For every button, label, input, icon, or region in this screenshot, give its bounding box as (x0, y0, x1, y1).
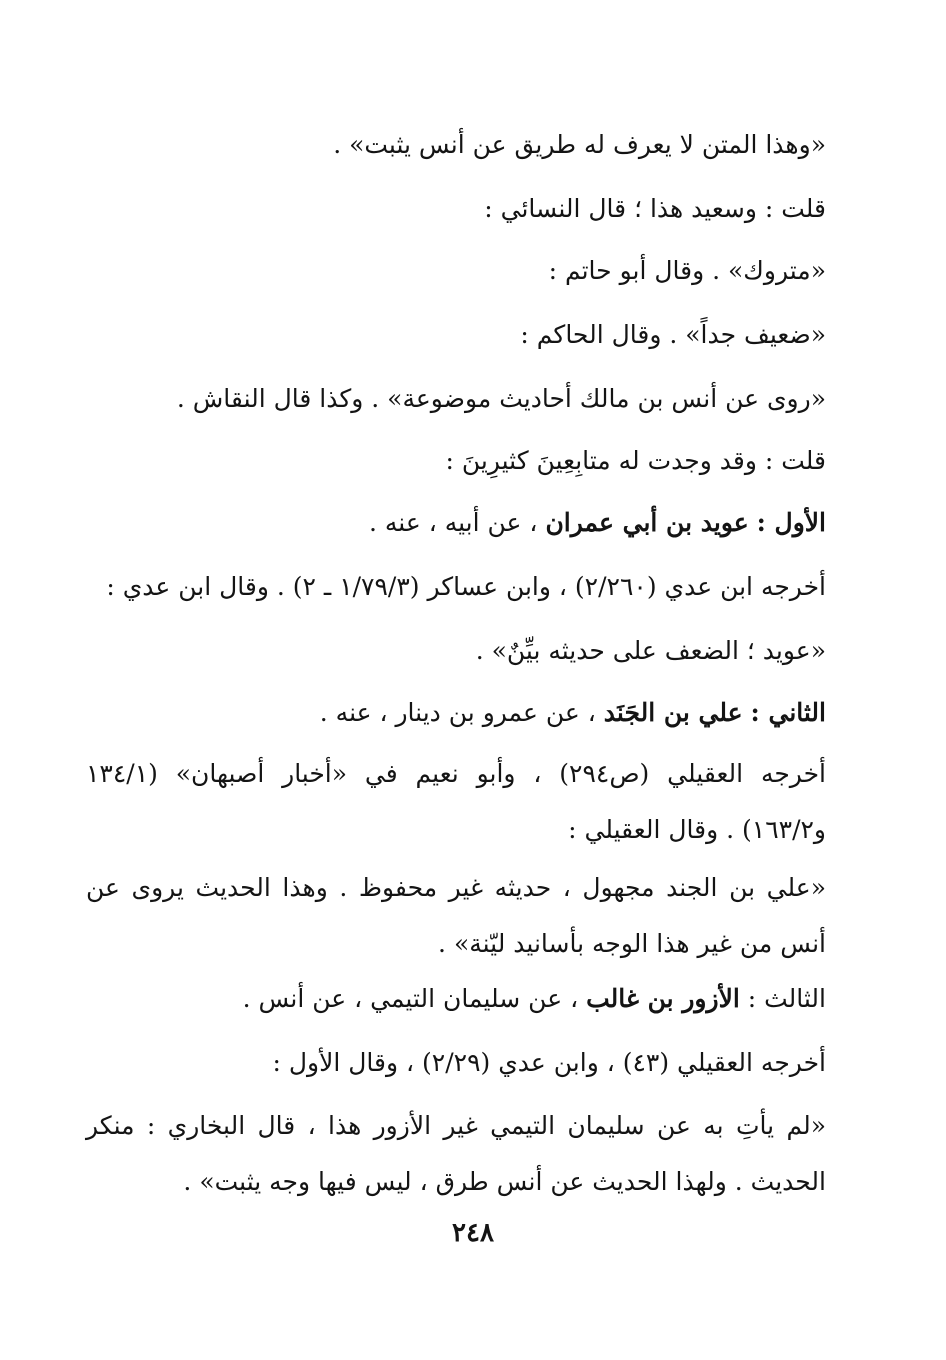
first-chain-rest: ، عن أبيه ، عنه . (369, 508, 538, 537)
paragraph-4: «ضعيف جداً» . وقال الحاكم : (520, 320, 826, 349)
paragraph-8: أخرجه ابن عدي (٢/٢٦٠) ، وابن عساكر (١/٧٩/٣ ـ ٢) . وقال ابن عدي : (106, 572, 826, 601)
paragraph-10 (86, 684, 826, 742)
third-chain-narrator: الأزور بن غالب (586, 984, 740, 1013)
paragraph-11: أخرجه العقيلي (ص٢٩٤) ، وأبو نعيم في «أخبار أصبهان» (١٣٤/١ و١٦٣/٢) . وقال العقيلي : (86, 759, 826, 844)
paragraph-1: «وهذا المتن لا يعرف له طريق عن أنس يثبت» . (333, 130, 826, 159)
paragraph-5: «روى عن أنس بن مالك أحاديث موضوعة» . وكذا قال النقاش . (176, 384, 826, 413)
second-chain-label: الثاني : (750, 698, 826, 727)
paragraph-14: أخرجه العقيلي (٤٣) ، وابن عدي (٢/٢٩) ، وقال الأول : (272, 1048, 826, 1077)
paragraph-7 (86, 494, 826, 552)
first-chain-narrator: عويد بن أبي عمران (545, 508, 749, 537)
third-chain-rest: ، عن سليمان التيمي ، عن أنس . (242, 984, 579, 1013)
paragraph-13 (86, 970, 826, 1028)
paragraph-9: «عويد ؛ الضعف على حديثه بيِّنٌ» . (475, 636, 826, 665)
paragraph-3: «متروك» . وقال أبو حاتم : (548, 256, 826, 285)
paragraph-6: قلت : وقد وجدت له متابِعِينَ كثيرِينَ : (445, 446, 826, 475)
second-chain-narrator: علي بن الجَنَد (603, 698, 743, 727)
second-chain-rest: ، عن عمرو بن دينار ، عنه . (319, 698, 596, 727)
paragraph-15: «لم يأتِ به عن سليمان التيمي غير الأزور هذا ، قال البخاري : منكر الحديث . ولهذا الحديث عن أنس طرق ، ليس فيها وجه يثبت» . (86, 1111, 826, 1196)
paragraph-2: قلت : وسعيد هذا ؛ قال النسائي : (484, 194, 826, 223)
third-chain-label: الثالث : (747, 984, 826, 1013)
page-number: ٢٤٨ (452, 1218, 494, 1248)
paragraph-12: «علي بن الجند مجهول ، حديثه غير محفوظ . وهذا الحديث يروى عن أنس من غير هذا الوجه بأسانيد ليّنة» . (86, 873, 826, 958)
first-chain-label: الأول : (756, 508, 826, 537)
